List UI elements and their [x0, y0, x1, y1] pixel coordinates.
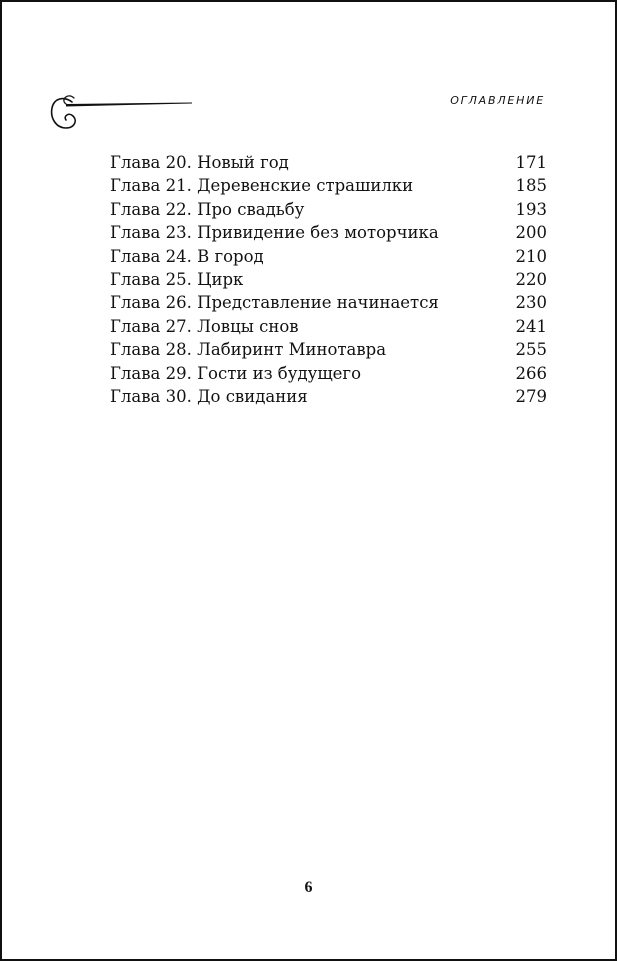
toc-entry-page: 230 [515, 293, 547, 313]
toc-entry-page: 171 [515, 153, 547, 172]
toc-entry[interactable] [110, 385, 547, 408]
toc-entry-title: Глава 29. Гости из будущего [110, 363, 362, 383]
toc-entry-page: 220 [515, 269, 547, 289]
toc-entry[interactable] [110, 268, 547, 291]
toc-entry-page: 241 [515, 316, 547, 336]
toc-entry[interactable] [110, 338, 547, 361]
toc-entry-page: 279 [515, 386, 547, 406]
toc-entry-title: Глава 25. Цирк [110, 269, 244, 289]
table-of-contents [110, 151, 547, 408]
toc-entry-page: 185 [515, 176, 547, 196]
toc-entry-title: Глава 28. Лабиринт Минотавра [110, 340, 387, 360]
toc-entry-page: 200 [515, 223, 547, 243]
toc-entry-title: Глава 26. Представление начинается [110, 293, 439, 313]
toc-entry[interactable] [110, 291, 547, 314]
toc-entry-page: 266 [515, 363, 547, 383]
toc-entry-title: Глава 24. В город [110, 246, 264, 266]
page-number: 6 [304, 879, 313, 896]
toc-entry-title: Глава 30. До свидания [110, 386, 308, 406]
toc-entry-title: Глава 27. Ловцы снов [110, 316, 299, 336]
toc-entry[interactable] [110, 151, 547, 174]
toc-entry-page: 193 [515, 199, 547, 219]
running-head: ОГЛАВЛЕНИЕ [450, 94, 545, 107]
toc-entry-title: Глава 21. Деревенские страшилки [110, 176, 414, 196]
toc-entry-title: Глава 22. Про свадьбу [110, 199, 305, 219]
toc-entry-page: 210 [515, 246, 547, 266]
toc-entry[interactable] [110, 315, 547, 338]
toc-entry[interactable] [110, 198, 547, 221]
toc-entry[interactable] [110, 174, 547, 197]
page-header [2, 2, 615, 142]
toc-entry[interactable] [110, 221, 547, 244]
toc-entry-title: Глава 20. Новый год [110, 153, 289, 172]
toc-entry[interactable] [110, 362, 547, 385]
toc-entry-page: 255 [515, 340, 547, 360]
toc-entry-title: Глава 23. Привидение без моторчика [110, 223, 439, 243]
toc-entry[interactable] [110, 245, 547, 268]
swirl-flourish-icon [42, 86, 197, 134]
